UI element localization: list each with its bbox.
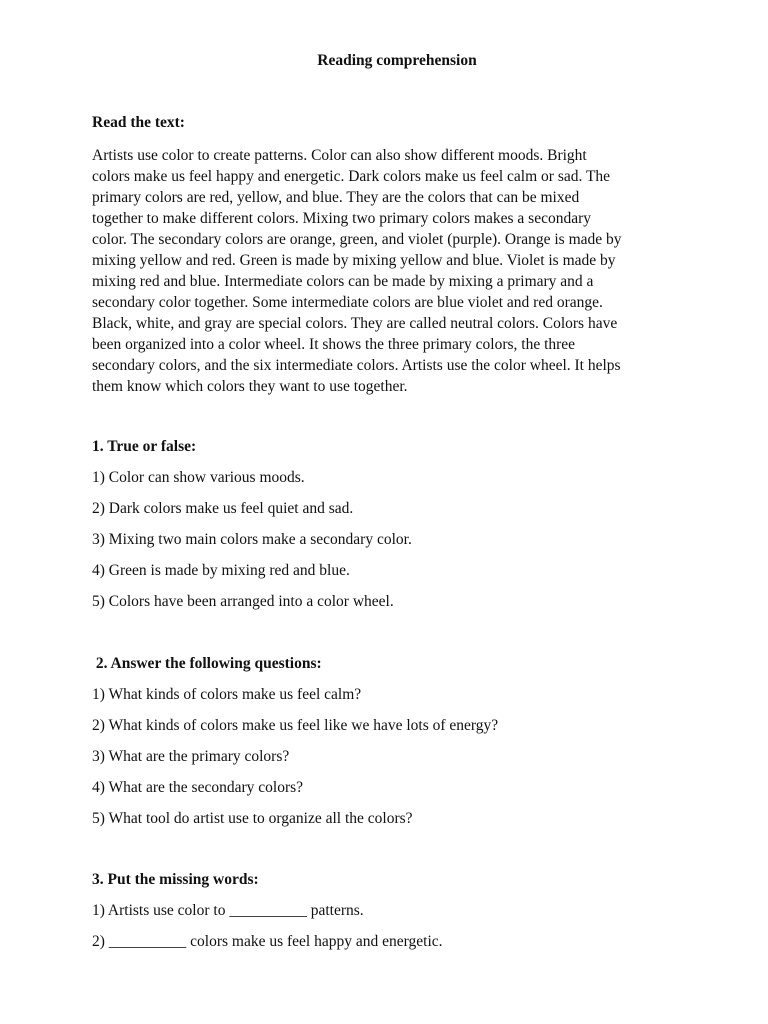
true-false-item: 3) Mixing two main colors make a secondary color. (92, 531, 412, 548)
paragraph-line: secondary color together. Some intermediate colors are blue violet and red orange. (92, 294, 603, 311)
missing-word-item: 2) __________ colors make us feel happy and energetic. (92, 933, 443, 950)
paragraph-line: primary colors are red, yellow, and blue. They are the colors that can be mixed (92, 189, 580, 206)
read-heading: Read the text: (92, 114, 185, 131)
missing-word-item: 1) Artists use color to __________ patterns. (92, 902, 364, 919)
question-item: 5) What tool do artist use to organize all the colors? (92, 810, 413, 827)
true-false-item: 5) Colors have been arranged into a color wheel. (92, 593, 394, 610)
question-item: 4) What are the secondary colors? (92, 779, 304, 796)
reading-paragraph (92, 145, 722, 397)
section-heading-true-false: 1. True or false: (92, 438, 197, 455)
paragraph-line: them know which colors they want to use together. (92, 378, 408, 395)
question-item: 1) What kinds of colors make us feel calm? (92, 686, 362, 703)
paragraph-line: mixing red and blue. Intermediate colors can be made by mixing a primary and a (92, 273, 594, 290)
document-title: Reading comprehension (317, 52, 477, 69)
paragraph-line: Black, white, and gray are special colors. They are called neutral colors. Colors have (92, 315, 618, 332)
paragraph-line: mixing yellow and red. Green is made by mixing yellow and blue. Violet is made by (92, 252, 616, 269)
paragraph-line: Artists use color to create patterns. Color can also show different moods. Bright (92, 147, 587, 164)
true-false-item: 4) Green is made by mixing red and blue. (92, 562, 350, 579)
question-item: 3) What are the primary colors? (92, 748, 290, 765)
paragraph-line: been organized into a color wheel. It shows the three primary colors, the three (92, 336, 576, 353)
section-heading-missing-words: 3. Put the missing words: (92, 871, 259, 888)
question-item: 2) What kinds of colors make us feel like we have lots of energy? (92, 717, 499, 734)
section-heading-questions: 2. Answer the following questions: (92, 655, 322, 672)
true-false-item: 1) Color can show various moods. (92, 469, 305, 486)
true-false-item: 2) Dark colors make us feel quiet and sad. (92, 500, 354, 517)
paragraph-line: together to make different colors. Mixing two primary colors makes a secondary (92, 210, 592, 227)
paragraph-line: color. The secondary colors are orange, green, and violet (purple). Orange is made by (92, 231, 622, 248)
paragraph-line: secondary colors, and the six intermediate colors. Artists use the color wheel. It helps (92, 357, 621, 374)
paragraph-line: colors make us feel happy and energetic. Dark colors make us feel calm or sad. The (92, 168, 611, 185)
